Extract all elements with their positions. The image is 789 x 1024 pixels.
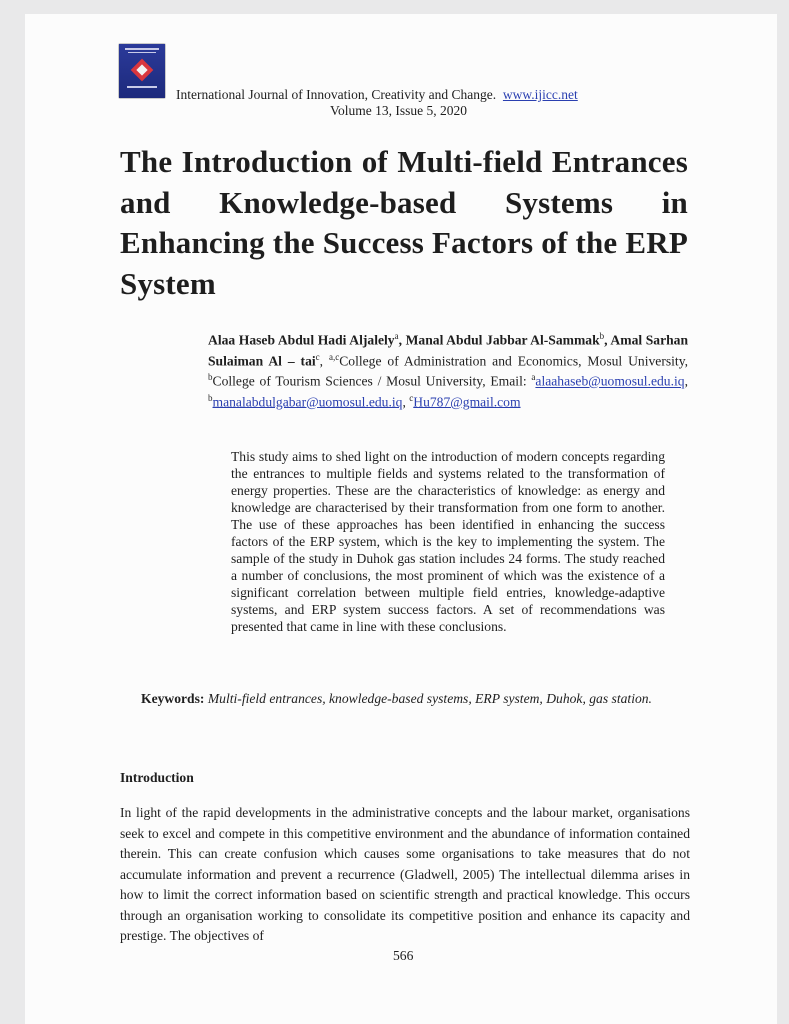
paper-title: The Introduction of Multi-field Entrances and Knowledge-based Systems in Enhancing the Success Factors of the ERP System: [120, 144, 688, 301]
cover-subtitle-band: [128, 52, 156, 53]
affiliation-2-sup: b: [208, 372, 213, 383]
section-heading-introduction: Introduction: [120, 770, 194, 785]
keywords: [141, 690, 665, 707]
author-2: Manal Abdul Jabbar Al-Sammak: [405, 332, 600, 348]
affiliation-1-sup: a,c: [328, 351, 340, 362]
affiliation-2: College of Tourism Sciences / Mosul University,: [212, 373, 486, 389]
email-2-sup: b: [208, 392, 213, 403]
journal-cover-icon: [119, 44, 165, 98]
email-1-link[interactable]: alaahaseb@uomosul.edu.iq: [535, 373, 685, 389]
email-2-link[interactable]: manalabdulgabar@uomosul.edu.iq: [212, 394, 403, 410]
journal-header: [176, 87, 636, 103]
author-block: Alaa Haseb Abdul Hadi Aljalely$^a$, Manal Abdul Jabbar Al-Sammak$^b$, Amal Sarhan Sulaiman Al – tai$^c$, $^{a,c}$College of Administration and Economics, Mosul University, $^b$College of Tourism Sciences / Mosul University, Email: $^a$alaahaseb@uomosul.edu.iq, $^b$manalabdulgabar@uomosul.edu.iq, $^c$Hu787@gmail.com: [208, 331, 689, 410]
abstract: This study aims to shed light on the introduction of modern concepts regarding the entrances to multiple fields and systems related to the transformation of energy properties. These are the characteristics of knowledge: as energy and knowledge are characterised by their transformation from one form to another. The use of these approaches has been identified in enhancing the success factors of the ERP system, which is the key to implementing the system. The sample of the study in Duhok gas station includes 24 forms. The study reached a number of conclusions, the most prominent of which was the existence of a significant correlation between multiple field entries, knowledge-adaptive systems, and ERP system success factors. A set of recommendations was presented that came in line with these conclusions.: [231, 449, 665, 634]
journal-name: International Journal of Innovation, Creativity and Change.: [176, 87, 497, 102]
email-label: Email:: [490, 373, 527, 389]
email-3-link[interactable]: Hu787@gmail.com: [413, 394, 521, 410]
keywords-label: Keywords:: [141, 691, 205, 706]
cover-footer-band: [127, 86, 157, 88]
introduction-paragraph: In light of the rapid developments in the administrative concepts and the labour market, organisations seek to excel and compete in this competitive environment and the abundance of information contained therein. This can create confusion which causes some organisations to take measures that do not accumulate information and prevent a recurrence (Gladwell, 2005) The intellectual dilemma arises in how to limit the correct information based on scientific strength and practical knowledge. This occurs through an organisation working to consolidate its competitive position and enhance its capacity and prestige. The objectives of: [120, 805, 690, 943]
page-number: 566: [393, 948, 414, 963]
author-3-sup: c: [315, 351, 320, 362]
author-3: Amal Sarhan Sulaiman Al – tai: [208, 332, 689, 369]
cover-title-band: [125, 48, 159, 50]
volume-issue: Volume 13, Issue 5, 2020: [330, 103, 467, 118]
author-1-sup: a: [394, 331, 399, 341]
email-3-sup: c: [409, 392, 414, 403]
affiliation-1: College of Administration and Economics, Mosul University,: [339, 353, 689, 369]
author-2-sup: b: [599, 331, 605, 341]
journal-url-link[interactable]: www.ijicc.net: [502, 87, 578, 102]
email-1-sup: a: [531, 372, 536, 383]
keywords-text: Multi-field entrances, knowledge-based systems, ERP system, Duhok, gas station.: [207, 691, 652, 706]
author-1: Alaa Haseb Abdul Hadi Aljalely: [208, 332, 395, 348]
